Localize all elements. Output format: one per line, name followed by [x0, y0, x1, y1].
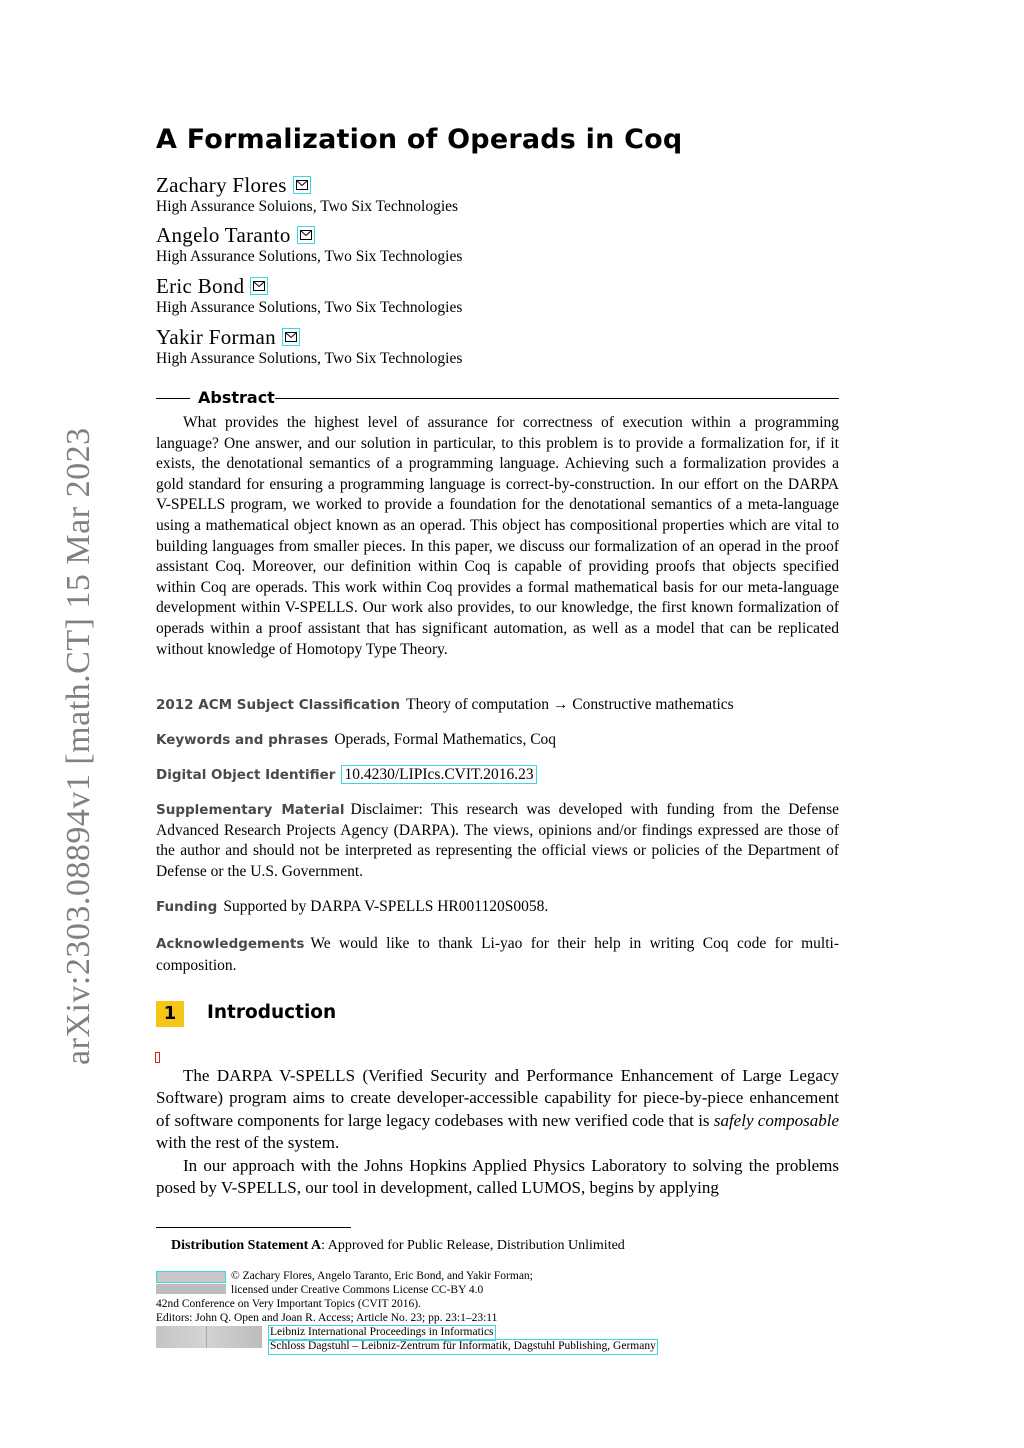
section-number: 1	[156, 1001, 184, 1027]
text: The DARPA V-SPELLS (Verified Security and Performance Enhancement of Large Legacy Software) program aims to create developer-accessible capability for piece-by-piece enhancement of software components for large legacy codebases with new verified code that is	[156, 1066, 839, 1130]
author-block	[156, 324, 462, 368]
paragraph	[156, 1065, 839, 1155]
doi-link[interactable]: 10.4230/LIPIcs.CVIT.2016.23	[341, 765, 536, 784]
link-marker	[155, 1052, 160, 1063]
lipics-logo	[156, 1326, 262, 1348]
footnote-text: : Approved for Public Release, Distribution Unlimited	[321, 1238, 625, 1253]
footnote	[171, 1238, 625, 1254]
section-title: Introduction	[207, 1002, 337, 1023]
meta-label: Funding	[156, 899, 218, 915]
meta-value: Theory of computation → Constructive mathematics	[406, 696, 734, 713]
paper-title: A Formalization of Operads in Coq	[156, 124, 683, 155]
editors-line: Editors: John Q. Open and Joan R. Access; Article No. 23; pp. 23:1–23:11	[156, 1312, 498, 1324]
author-block	[156, 273, 462, 317]
meta-value: We would like to thank Li-yao for their help in writing Coq code for multi-composition.	[156, 935, 839, 974]
divider	[156, 398, 190, 399]
author-affiliation: High Assurance Soluions, Two Six Technologies	[156, 198, 459, 215]
divider	[275, 398, 839, 399]
author-name: Angelo Taranto	[156, 222, 291, 247]
license-line: © Zachary Flores, Angelo Taranto, Eric Bond, and Yakir Forman;	[231, 1270, 533, 1282]
emphasis: safely composable	[713, 1110, 840, 1130]
author-affiliation: High Assurance Solutions, Two Six Technologies	[156, 350, 463, 367]
author-block	[156, 222, 462, 266]
meta-label: Keywords and phrases	[156, 732, 329, 748]
author-affiliation: High Assurance Solutions, Two Six Technologies	[156, 299, 463, 316]
cc-license-logo[interactable]	[156, 1271, 226, 1294]
author-name: Yakir Forman	[156, 324, 276, 349]
text: with the rest of the system.	[156, 1133, 340, 1153]
author-block	[156, 172, 458, 216]
abstract-text: What provides the highest level of assurance for correctness of execution within a programming language? One answer, and our solution in particular, to this problem is to provide a formalization for, if it exists, the denotational semantics of a programming language. Achieving such a formalization provides a gold standard for ensuring a programming language is correct-by-construction. In our effort on the DARPA V-SPELLS program, we worked to provide a foundation for the denotational semantics of a meta-language using a mathematical object known as an operad. This object has compositional properties which are vital to building languages from smaller pieces. In this paper, we discuss our formalization of an operad in the proof assistant Coq. Moreover, our definition within Coq is capable of providing proofs that objects specified within Coq are operads. This work within Coq provides a formal mathematical basis for our meta-language development within V-SPELLS. Our work also provides, to our knowledge, the first known formalization of operads within a proof assistant that has significant automation, as well as a model that can be replicated without knowledge of Homotopy Type Theory.	[156, 414, 839, 658]
email-icon[interactable]	[297, 226, 315, 244]
abstract-heading	[156, 388, 839, 408]
license-line: licensed under Creative Commons License CC-BY 4.0	[231, 1284, 484, 1296]
meta-label: 2012 ACM Subject Classification	[156, 697, 401, 713]
email-icon[interactable]	[250, 277, 268, 295]
footnote-label: Distribution Statement A	[171, 1238, 322, 1253]
introduction-body	[156, 1065, 839, 1199]
acm-classification	[156, 695, 839, 716]
meta-value: Operads, Formal Mathematics, Coq	[334, 731, 557, 748]
meta-label: Acknowledgements	[156, 936, 305, 952]
arxiv-stamp: arXiv:2303.08894v1 [math.CT] 15 Mar 2023	[60, 427, 97, 1065]
abstract-label: Abstract	[198, 388, 275, 407]
supplementary-material	[156, 800, 839, 882]
keywords	[156, 730, 839, 751]
author-name: Zachary Flores	[156, 172, 287, 197]
meta-value: Disclaimer: This research was developed with funding from the Defense Advanced Research Projects Agency (DARPA). The views, opinions and/or findings expressed are those of the author and should not be interpreted as representing the official views or policies of the Department of Defense or the U.S. Government.	[156, 801, 839, 880]
conference-line: 42nd Conference on Very Important Topics (CVIT 2016).	[156, 1298, 421, 1310]
meta-label: Supplementary Material	[156, 802, 345, 818]
meta-label: Digital Object Identifier	[156, 767, 336, 783]
email-icon[interactable]	[282, 328, 300, 346]
lipics-link[interactable]: Leibniz International Proceedings in Informatics	[268, 1325, 496, 1341]
dagstuhl-link[interactable]: Schloss Dagstuhl – Leibniz-Zentrum für Informatik, Dagstuhl Publishing, Germany	[268, 1339, 658, 1355]
acknowledgements	[156, 933, 839, 977]
email-icon[interactable]	[293, 176, 311, 194]
author-affiliation: High Assurance Solutions, Two Six Technologies	[156, 248, 463, 265]
meta-value: Supported by DARPA V-SPELLS HR001120S0058.	[223, 898, 549, 915]
funding	[156, 897, 839, 918]
paragraph: In our approach with the Johns Hopkins Applied Physics Laboratory to solving the problems posed by V-SPELLS, our tool in development, called LUMOS, begins by applying	[156, 1155, 839, 1198]
author-name: Eric Bond	[156, 273, 245, 298]
doi	[156, 765, 839, 786]
footnote-rule	[156, 1227, 351, 1228]
